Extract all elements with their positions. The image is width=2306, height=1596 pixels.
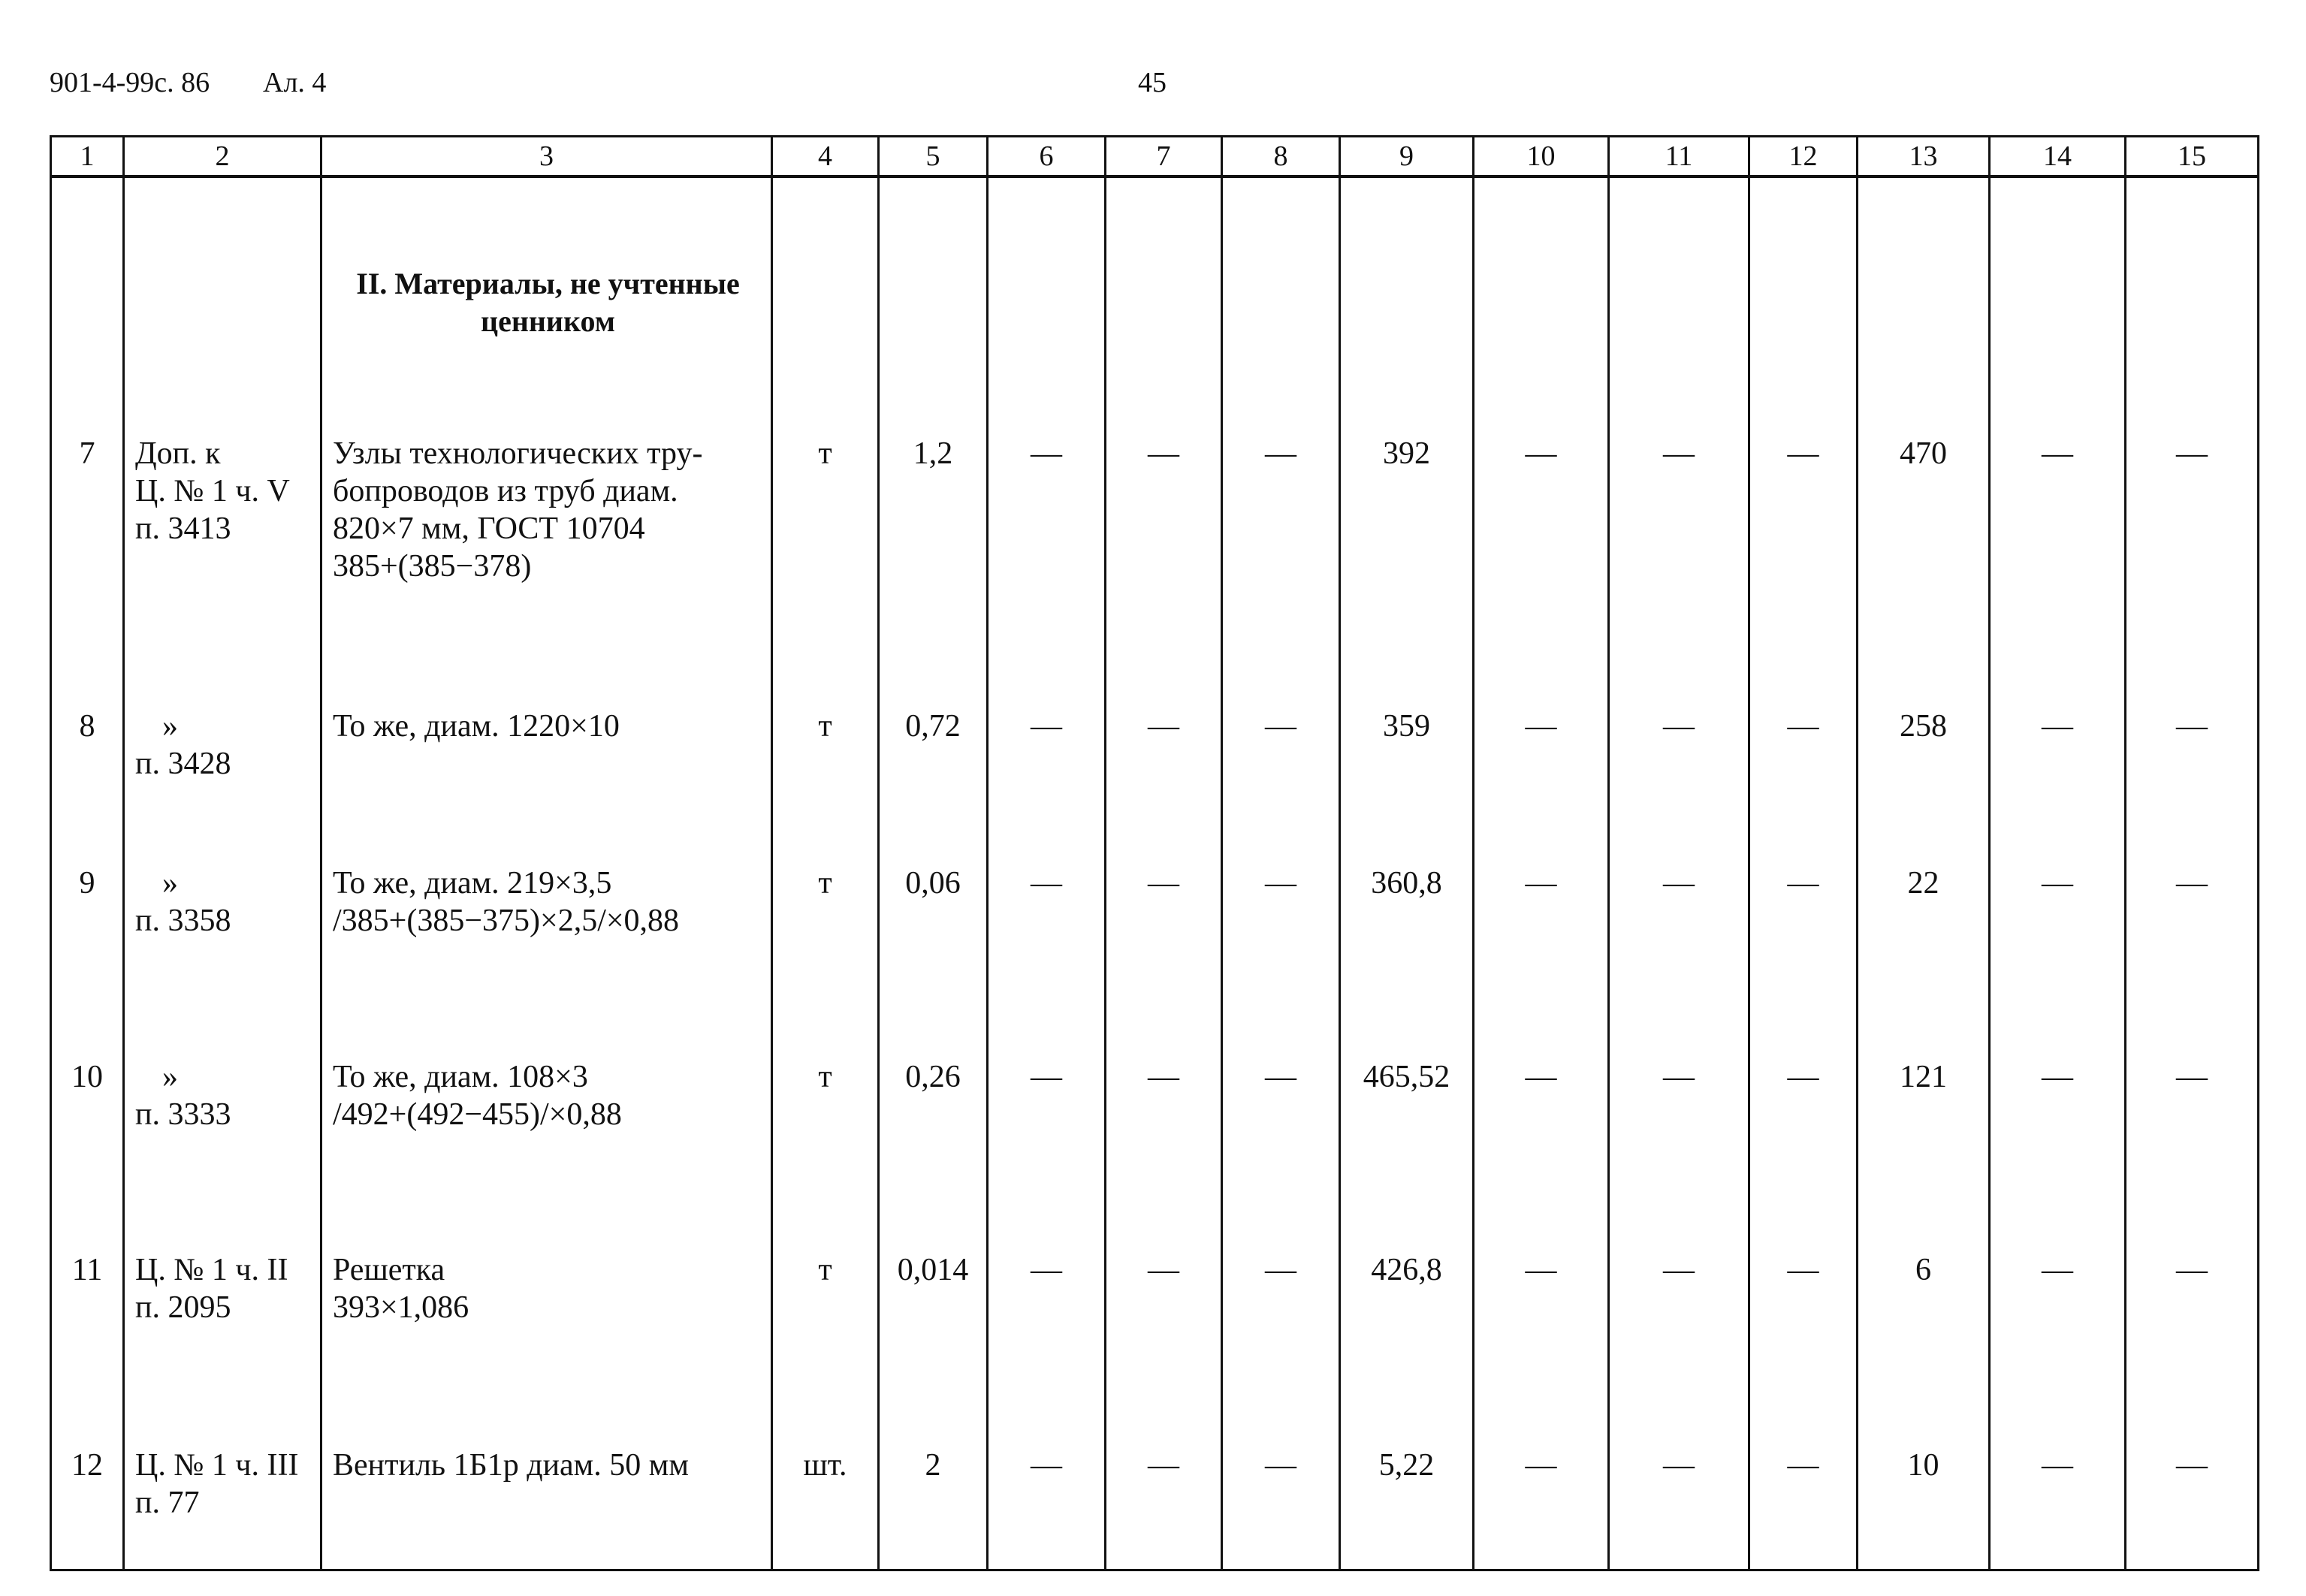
unit-cell: т [772, 864, 879, 1057]
column-header: 14 [1990, 137, 2126, 177]
value-cell: — [1106, 435, 1222, 707]
value-cell: — [1749, 864, 1858, 1057]
value-cell: — [2126, 1251, 2259, 1446]
unit-cell: т [772, 435, 879, 707]
column-header: 15 [2126, 137, 2259, 177]
value-cell: — [1106, 1251, 1222, 1446]
value-cell: 426,8 [1340, 1251, 1474, 1446]
price-reference: » п. 3333 [124, 1058, 321, 1251]
value-cell: — [1222, 1251, 1340, 1446]
value-cell: 10 [1858, 1447, 1990, 1570]
value-cell: — [988, 1058, 1106, 1251]
value-cell: — [988, 864, 1106, 1057]
value-cell: — [1474, 1058, 1609, 1251]
unit-cell: т [772, 1058, 879, 1251]
value-cell: — [2126, 1447, 2259, 1570]
column-header: 7 [1106, 137, 1222, 177]
value-cell: — [1990, 864, 2126, 1057]
column-header: 8 [1222, 137, 1340, 177]
value-cell: — [1222, 1058, 1340, 1251]
item-description: То же, диам. 219×3,5 /385+(385−375)×2,5/×0,88 [321, 864, 772, 1057]
value-cell: — [1749, 707, 1858, 864]
item-description: Узлы технологических тру- бопроводов из труб диам. 820×7 мм, ГОСТ 10704 385+(385−378) [321, 435, 772, 707]
value-cell: — [1609, 435, 1749, 707]
item-description: То же, диам. 108×3 /492+(492−455)/×0,88 [321, 1058, 772, 1251]
value-cell: — [1609, 864, 1749, 1057]
value-cell: — [2126, 435, 2259, 707]
column-header: 13 [1858, 137, 1990, 177]
column-header: 9 [1340, 137, 1474, 177]
value-cell: — [1222, 707, 1340, 864]
value-cell: — [1609, 1058, 1749, 1251]
value-cell: — [1106, 1058, 1222, 1251]
column-header: 2 [124, 137, 321, 177]
value-cell: 22 [1858, 864, 1990, 1057]
value-cell: — [1106, 1447, 1222, 1570]
value-cell: — [1990, 707, 2126, 864]
row-number: 11 [51, 1251, 124, 1446]
value-cell: — [1474, 707, 1609, 864]
quantity-cell: 2 [879, 1447, 988, 1570]
row-number: 12 [51, 1447, 124, 1570]
price-reference: » п. 3358 [124, 864, 321, 1057]
value-cell: — [2126, 707, 2259, 864]
value-cell: — [2126, 1058, 2259, 1251]
row-number: 8 [51, 707, 124, 864]
column-header: 3 [321, 137, 772, 177]
value-cell: — [1474, 435, 1609, 707]
price-reference: Ц. № 1 ч. III п. 77 [124, 1447, 321, 1570]
page-number: 45 [1138, 67, 1167, 98]
unit-cell: шт. [772, 1447, 879, 1570]
value-cell: 360,8 [1340, 864, 1474, 1057]
row-number: 9 [51, 864, 124, 1057]
table-row [51, 1447, 2259, 1570]
column-header: 1 [51, 137, 124, 177]
table-row [51, 864, 2259, 1057]
column-number-row [51, 137, 2259, 177]
value-cell: — [2126, 864, 2259, 1057]
quantity-cell: 0,06 [879, 864, 988, 1057]
value-cell: — [1106, 707, 1222, 864]
value-cell: — [1609, 707, 1749, 864]
quantity-cell: 1,2 [879, 435, 988, 707]
table-row [51, 1251, 2259, 1446]
column-header: 12 [1749, 137, 1858, 177]
value-cell: — [1990, 1058, 2126, 1251]
value-cell: — [1474, 864, 1609, 1057]
section-row [51, 176, 2259, 435]
item-description: Решетка 393×1,086 [321, 1251, 772, 1446]
value-cell: — [1222, 1447, 1340, 1570]
value-cell: — [1474, 1447, 1609, 1570]
estimate-table [50, 135, 2259, 1571]
value-cell: 258 [1858, 707, 1990, 864]
row-number: 7 [51, 435, 124, 707]
value-cell: — [1990, 1447, 2126, 1570]
value-cell: — [1749, 435, 1858, 707]
section-title: II. Материалы, не учтенные ценником [321, 176, 772, 435]
table-row [51, 435, 2259, 707]
row-number: 10 [51, 1058, 124, 1251]
value-cell: 392 [1340, 435, 1474, 707]
table-row [51, 1058, 2259, 1251]
price-reference: » п. 3428 [124, 707, 321, 864]
value-cell: — [1990, 1251, 2126, 1446]
value-cell: 5,22 [1340, 1447, 1474, 1570]
price-reference: Доп. к Ц. № 1 ч. V п. 3413 [124, 435, 321, 707]
sheet-label: Ал. 4 [263, 67, 327, 98]
column-header: 5 [879, 137, 988, 177]
value-cell: 6 [1858, 1251, 1990, 1446]
unit-cell: т [772, 1251, 879, 1446]
value-cell: 470 [1858, 435, 1990, 707]
item-description: То же, диам. 1220×10 [321, 707, 772, 864]
value-cell: — [1749, 1058, 1858, 1251]
value-cell: — [1749, 1251, 1858, 1446]
column-header: 4 [772, 137, 879, 177]
column-header: 6 [988, 137, 1106, 177]
item-description: Вентиль 1Б1р диам. 50 мм [321, 1447, 772, 1570]
value-cell: — [1609, 1447, 1749, 1570]
quantity-cell: 0,72 [879, 707, 988, 864]
value-cell: — [988, 707, 1106, 864]
value-cell: — [1609, 1251, 1749, 1446]
column-header: 11 [1609, 137, 1749, 177]
value-cell: 121 [1858, 1058, 1990, 1251]
value-cell: — [988, 1251, 1106, 1446]
value-cell: — [1749, 1447, 1858, 1570]
quantity-cell: 0,014 [879, 1251, 988, 1446]
value-cell: — [1106, 864, 1222, 1057]
price-reference: Ц. № 1 ч. II п. 2095 [124, 1251, 321, 1446]
value-cell: — [988, 1447, 1106, 1570]
value-cell: — [1222, 864, 1340, 1057]
value-cell: 359 [1340, 707, 1474, 864]
value-cell: — [1222, 435, 1340, 707]
quantity-cell: 0,26 [879, 1058, 988, 1251]
document-code: 901-4-99с. 86 [50, 67, 210, 98]
unit-cell: т [772, 707, 879, 864]
value-cell: — [1990, 435, 2126, 707]
column-header: 10 [1474, 137, 1609, 177]
value-cell: — [1474, 1251, 1609, 1446]
table-row [51, 707, 2259, 864]
value-cell: 465,52 [1340, 1058, 1474, 1251]
value-cell: — [988, 435, 1106, 707]
